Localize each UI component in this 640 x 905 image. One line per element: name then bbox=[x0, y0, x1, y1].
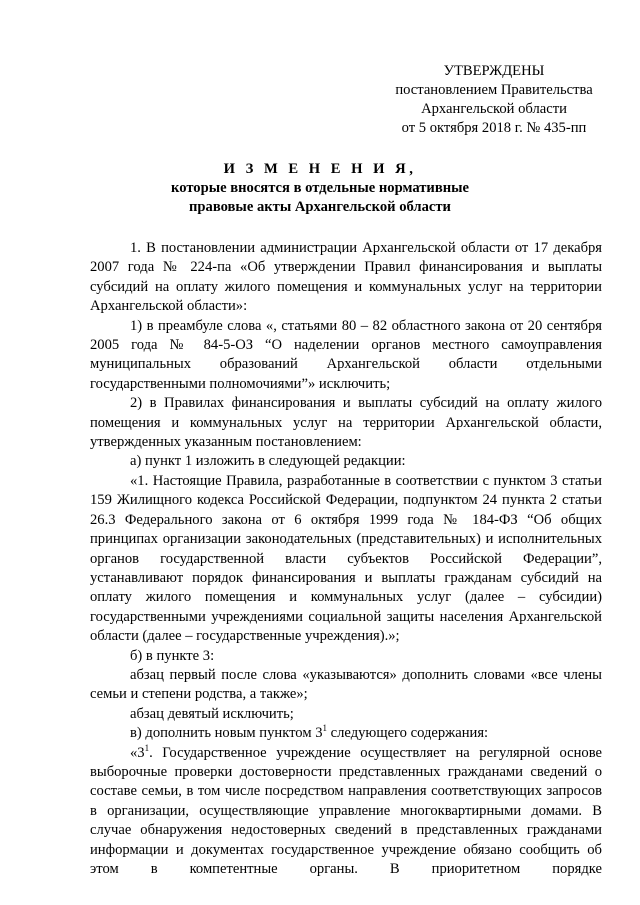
text-run: следующего содержания: bbox=[327, 725, 489, 742]
approval-title: УТВЕРЖДЕНЫ bbox=[443, 63, 545, 79]
approval-date: от 5 октября 2018 г. № 435-пп bbox=[401, 120, 587, 136]
paragraph-sub-a: а) пункт 1 изложить в следующей редакции: bbox=[130, 453, 406, 470]
text-run: в) дополнить новым пунктом 3 bbox=[130, 725, 323, 742]
approval-line: постановлением Правительства bbox=[395, 82, 593, 98]
document-subtitle: которые вносятся в отдельные нормативные bbox=[171, 180, 469, 196]
text-run: . Государственное учреждение осуществляет на регулярной основе выборочные проверки достоверности представленных гражданами сведений о составе семьи, в том числе посредством направления соответствующих запросов в организации, осуществляющие управление многоквартирными домами. В случае обнаружения недостоверных сведений в представленных гражданами информации и документах государственное учреждение обязано сообщить об этом в компетентные органы. В приоритетном порядке bbox=[90, 744, 602, 877]
document-subtitle: правовые акты Архангельской области bbox=[189, 199, 451, 215]
document-heading bbox=[90, 160, 550, 217]
superscript: 1 bbox=[322, 723, 328, 734]
paragraph-sub-b: б) в пункте 3: bbox=[130, 647, 215, 664]
text-run: «3 bbox=[130, 744, 145, 761]
approval-block bbox=[376, 62, 612, 138]
document-body bbox=[90, 239, 602, 879]
document-title: И З М Е Н Е Н И Я, bbox=[223, 161, 417, 177]
paragraph-point-3-1 bbox=[90, 744, 602, 880]
paragraph-item-1: 1) в преамбуле слова «, статьями 80 – 82 областного закона от 20 сентября 2005 года № 84-5-ОЗ “О наделении органов местного самоуправления муниципальных образований Архангельской области отдельными государственными полномочиями”» исключить; bbox=[90, 317, 602, 392]
paragraph-quote-1: «1. Настоящие Правила, разработанные в соответствии с пунктом 3 статьи 159 Жилищного кодекса Российской Федерации, подпунктом 24 пункта 2 статьи 26.3 Федерального закона от 6 октября 1999 года № 184-ФЗ “Об общих принципах организации законодательных (представительных) и исполнительных органов государственной власти субъектов Российской Федерации”, устанавливают порядок финансирования и выплаты гражданам субсидий на оплату жилого помещения и коммунальных услуг (далее – субсидии) государственными учреждениями социальной защиты населения Архангельской области (далее – государственные учреждения).»; bbox=[90, 472, 602, 645]
paragraph-1: 1. В постановлении администрации Архангельской области от 17 декабря 2007 года № 224-па «Об утверждении Правил финансирования и выплаты субсидий на оплату жилого помещения и коммунальных услуг на территории Архангельской области»: bbox=[90, 240, 602, 315]
approval-line: Архангельской области bbox=[421, 101, 567, 117]
paragraph-item-2: 2) в Правилах финансирования и выплаты субсидий на оплату жилого помещения и коммунальных услуг на территории Архангельской области, утвержденных указанным постановлением: bbox=[90, 395, 602, 451]
paragraph-abzac-9: абзац девятый исключить; bbox=[130, 705, 294, 722]
superscript: 1 bbox=[144, 742, 150, 753]
paragraph-abzac-1: абзац первый после слова «указываются» дополнить словами «все члены семьи и степени родства, а также»; bbox=[90, 666, 602, 703]
paragraph-sub-v bbox=[90, 724, 602, 743]
